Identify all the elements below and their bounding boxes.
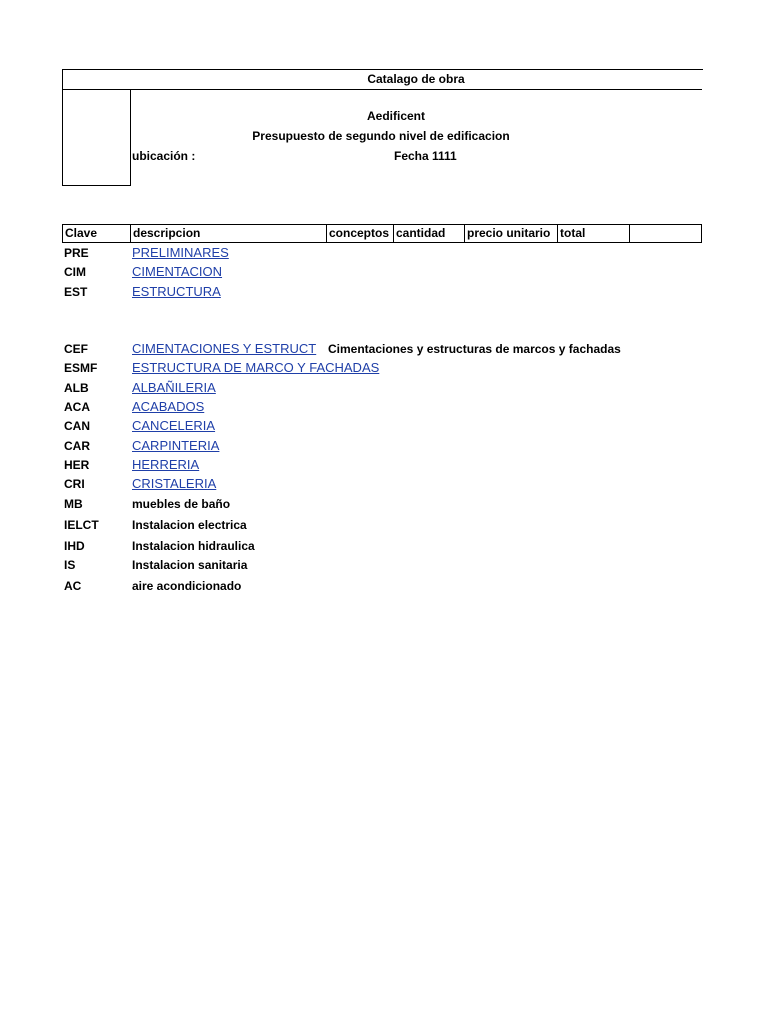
column-header-precio-unitario: precio unitario (465, 225, 558, 242)
location-label: ubicación : (132, 149, 196, 163)
row-code-car: CAR (64, 439, 90, 453)
link-estructura-de-marco[interactable]: ESTRUCTURA DE MARCO Y FACHADAS (132, 360, 380, 375)
row-code-esmf: ESMF (64, 361, 98, 375)
date-label: Fecha 1111 (394, 149, 457, 163)
row-code-cri: CRI (64, 477, 85, 491)
column-header-blank (630, 225, 701, 242)
header-box (62, 69, 703, 186)
budget-subtitle: Presupuesto de segundo nivel de edificacion (252, 129, 510, 143)
table-header (62, 224, 702, 243)
row-desc-mb: muebles de baño (132, 497, 231, 511)
row-desc-is: Instalacion sanitaria (132, 558, 248, 572)
header-divider (62, 89, 702, 90)
link-albanileria[interactable]: ALBAÑILERIA (132, 380, 216, 395)
column-header-cantidad: cantidad (394, 225, 465, 242)
link-preliminares[interactable]: PRELIMINARES (132, 245, 229, 260)
row-desc-ac: aire acondicionado (132, 579, 242, 593)
company-name: Aedificent (366, 109, 425, 123)
row-code-cef: CEF (64, 342, 88, 356)
row-code-cim: CIM (64, 265, 86, 279)
row-code-est: EST (64, 285, 88, 299)
row-code-mb: MB (64, 497, 83, 511)
row-code-can: CAN (64, 419, 90, 433)
row-code-her: HER (64, 458, 90, 472)
header-logo-cell (62, 89, 131, 186)
row-desc-ihd: Instalacion hidraulica (132, 539, 255, 553)
link-cristaleria[interactable]: CRISTALERIA (132, 476, 217, 491)
row-code-ihd: IHD (64, 539, 85, 553)
row-code-is: IS (64, 558, 76, 572)
column-header-clave: Clave (63, 225, 131, 242)
column-header-conceptos: conceptos (327, 225, 394, 242)
column-header-descripcion: descripcion (131, 225, 327, 242)
row-desc-ielct: Instalacion electrica (132, 518, 247, 532)
link-acabados[interactable]: ACABADOS (132, 399, 205, 414)
row-code-ac: AC (64, 579, 82, 593)
row-code-alb: ALB (64, 381, 89, 395)
link-herreria[interactable]: HERRERIA (132, 457, 200, 472)
link-estructura[interactable]: ESTRUCTURA (132, 284, 221, 299)
row-code-ielct: IELCT (64, 518, 99, 532)
column-header-total: total (558, 225, 630, 242)
link-cimentacion[interactable]: CIMENTACION (132, 264, 223, 279)
link-carpinteria[interactable]: CARPINTERIA (132, 438, 220, 453)
row-code-pre: PRE (64, 246, 89, 260)
link-cimentaciones-y-estructuras[interactable]: CIMENTACIONES Y ESTRUCT (132, 341, 317, 356)
link-canceleria[interactable]: CANCELERIA (132, 418, 216, 433)
row-note-cef: Cimentaciones y estructuras de marcos y fachadas (328, 342, 621, 356)
page-title: Catalago de obra (367, 72, 465, 86)
row-code-aca: ACA (64, 400, 90, 414)
